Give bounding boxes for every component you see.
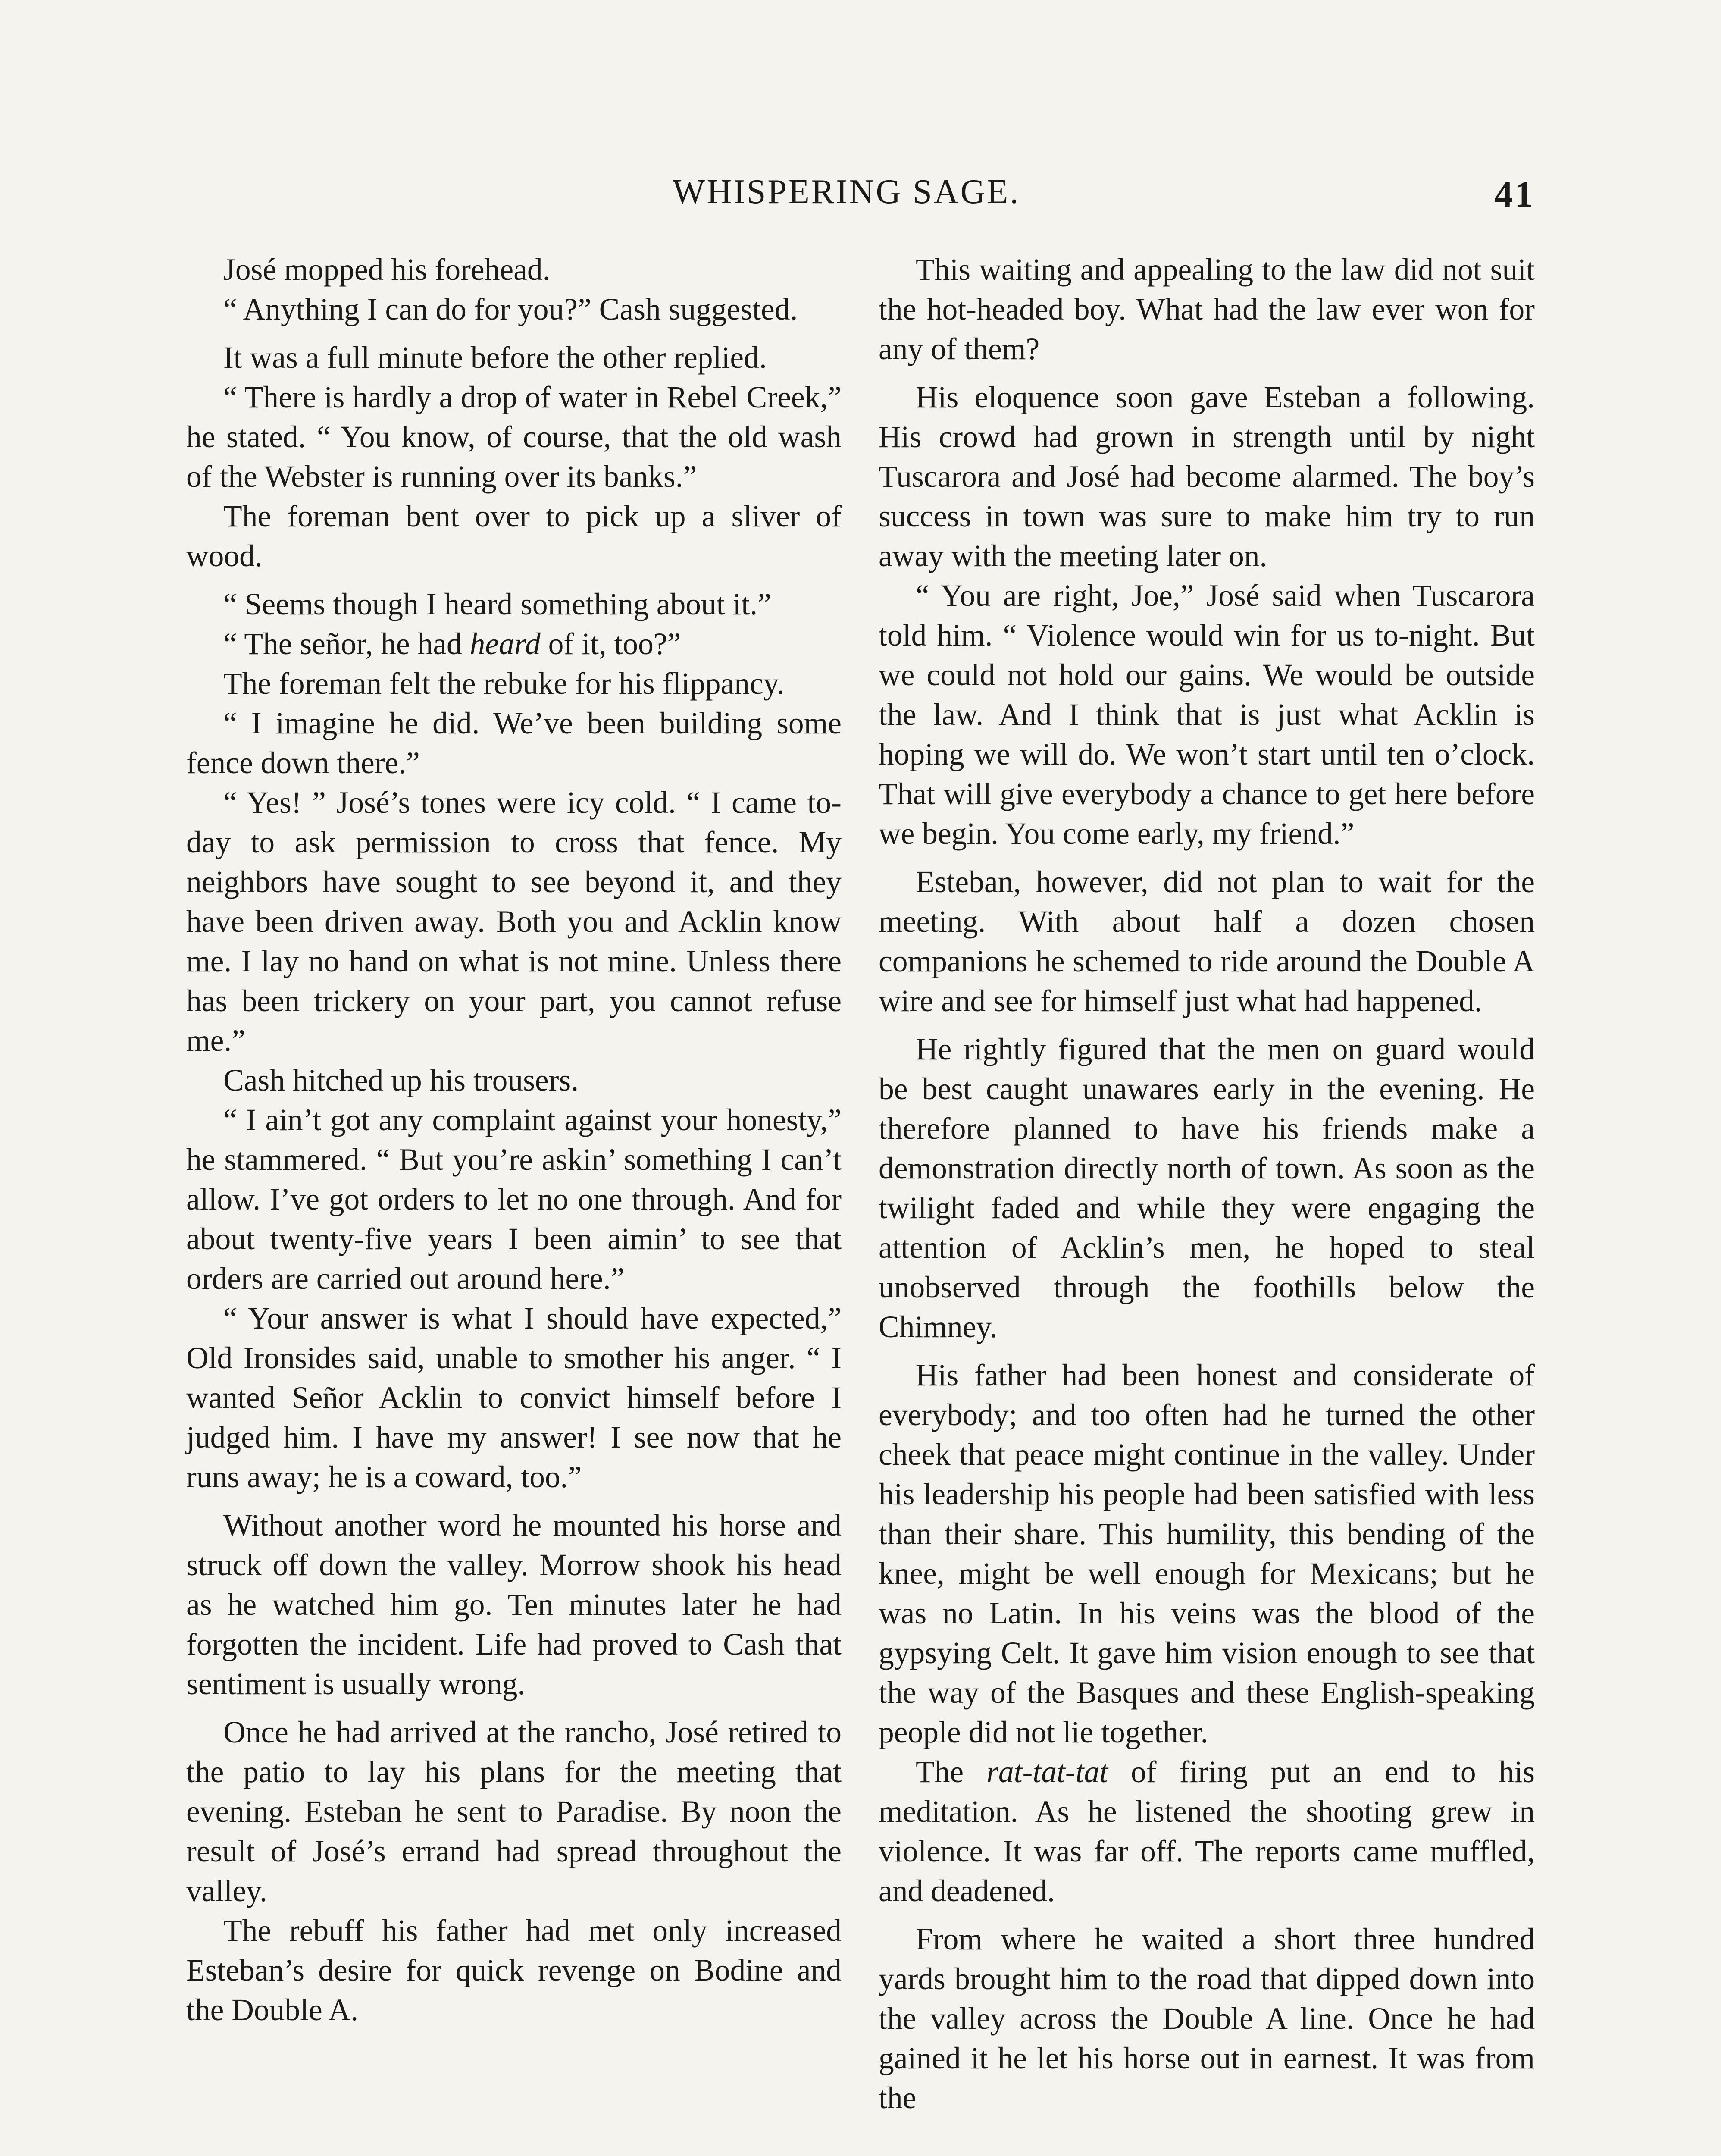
- paragraph: “ Seems though I heard something about it.”: [223, 587, 771, 621]
- paragraph: “ I imagine he did. We’ve been building some fence down there.”: [186, 706, 842, 780]
- paragraph: “ There is hardly a drop of water in Rebel Creek,” he stated. “ You know, of course, that the old wash of the Webster is running over its banks.”: [186, 380, 842, 494]
- paragraph: José mopped his forehead.: [223, 253, 551, 287]
- paragraph: The foreman felt the rebuke for his flippancy.: [223, 667, 785, 701]
- paragraph: Without another word he mounted his horse and struck off down the valley. Morrow shook his head as he watched him go. Ten minutes later he had forgotten the incident. Life had proved to Cash that sentiment is usually wrong.: [186, 1508, 842, 1701]
- paragraph: [186, 624, 842, 664]
- paragraph: Once he had arrived at the rancho, José retired to the patio to lay his plans for the meeting that evening. Esteban he sent to Paradise. By noon the result of José’s errand had spread throughout the valley.: [186, 1715, 842, 1908]
- paragraph: [879, 1752, 1535, 1911]
- running-title: WHISPERING SAGE.: [673, 173, 1020, 211]
- paragraph: The foreman bent over to pick up a sliver of wood.: [186, 499, 842, 573]
- paragraph: “ I ain’t got any complaint against your honesty,” he stammered. “ But you’re askin’ something I can’t allow. I’ve got orders to let no one through. And for about twenty-five years I been aimin’ to see that orders are carried out around here.”: [186, 1103, 842, 1296]
- paragraph: “ Anything I can do for you?” Cash suggested.: [223, 292, 798, 326]
- italic-text: rat-tat-tat: [986, 1755, 1108, 1789]
- running-header: [673, 172, 1535, 224]
- paragraph: From where he waited a short three hundred yards brought him to the road that dipped down into the valley across the Double A line. Once he had gained it he let his horse out in earnest. It was from the: [879, 1922, 1535, 2115]
- text-run: of firing put an end to his meditation. As he listened the shooting grew in violence. It was far off. The reports came muffled, and deadened.: [879, 1755, 1535, 1908]
- right-column: [879, 250, 1535, 2118]
- text-run: The: [916, 1755, 987, 1789]
- paragraph: Esteban, however, did not plan to wait for the meeting. With about half a dozen chosen companions he schemed to ride around the Double A wire and see for himself just what had happened.: [879, 865, 1535, 1018]
- paragraph: Cash hitched up his trousers.: [223, 1063, 579, 1097]
- page-number: 41: [1494, 173, 1535, 215]
- text-run: of it, too?”: [540, 627, 681, 661]
- paragraph: He rightly figured that the men on guard would be best caught unawares early in the evening. He therefore planned to have his friends make a demonstration directly north of town. As soon as the twilight faded and while they were engaging the attention of Acklin’s men, he hoped to steal unobserved through the foothills below the Chimney.: [879, 1032, 1535, 1344]
- paragraph: His father had been honest and considerate of everybody; and too often had he turned the other cheek that peace might continue in the valley. Under his leadership his people had been satisfied with less than their share. This humility, this bending of the knee, might be well enough for Mexicans; but he was no Latin. In his veins was the blood of the gypsying Celt. It gave him vision enough to see that the way of the Basques and these English-speaking people did not lie together.: [879, 1358, 1535, 1749]
- paragraph: His eloquence soon gave Esteban a following. His crowd had grown in strength until by night Tuscarora and José had become alarmed. The boy’s success in town was sure to make him try to run away with the meeting later on.: [879, 380, 1535, 573]
- paragraph: This waiting and appealing to the law did not suit the hot-headed boy. What had the law ever won for any of them?: [879, 253, 1535, 366]
- italic-text: heard: [469, 627, 541, 661]
- text-run: “ The señor, he had: [223, 627, 470, 661]
- paragraph: It was a full minute before the other replied.: [223, 341, 767, 375]
- paragraph: “ Your answer is what I should have expected,” Old Ironsides said, unable to smother his anger. “ I wanted Señor Acklin to convict himself before I judged him. I have my answer! I see now that he runs away; he is a coward, too.”: [186, 1301, 842, 1494]
- paragraph: “ Yes! ” José’s tones were icy cold. “ I came to-day to ask permission to cross that fence. My neighbors have sought to see beyond it, and they have been driven away. Both you and Acklin know me. I lay no hand on what is not mine. Unless there has been trickery on your part, you cannot refuse me.”: [186, 786, 842, 1058]
- paragraph: “ You are right, Joe,” José said when Tuscarora told him. “ Violence would win for us to-night. But we could not hold our gains. We would be outside the law. And I think that is just what Acklin is hoping we will do. We won’t start until ten o’clock. That will give everybody a chance to get here before we begin. You come early, my friend.”: [879, 579, 1535, 851]
- paragraph: The rebuff his father had met only increased Esteban’s desire for quick revenge on Bodine and the Double A.: [186, 1914, 842, 2027]
- left-column: [186, 250, 842, 2030]
